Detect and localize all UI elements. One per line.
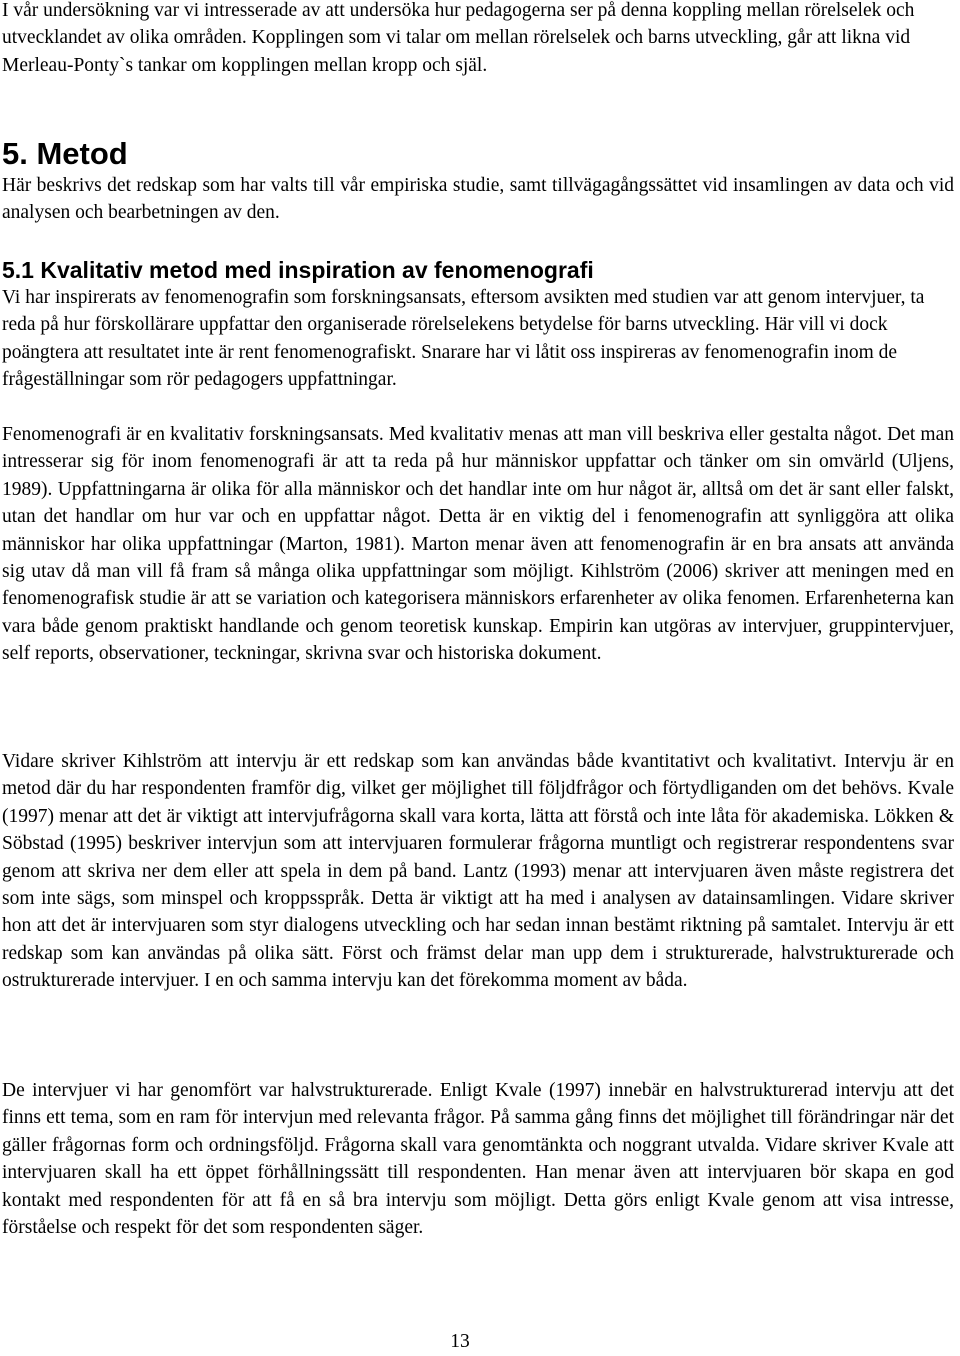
- intervju-method-paragraph: Vidare skriver Kihlström att intervju är ett redskap som kan användas både kvantitativt och kvalitativt. Intervju är en metod där du har respondenten framför dig, vilket ger möjlighet till följdfrågor och förtydliganden om det behövs. Kvale (1997) menar att det är viktigt att intervjufrågorna skall vara korta, lätta att förstå och inte låta för akademiska. Lökken & Söbstad (1995) beskriver intervjun som att intervjuaren formulerar frågorna muntligt och registrerar respondentens svar genom att skriva ner dem eller att spela in dem på band. Lantz (1993) menar att intervjuaren även måste registrera det som inte sägs, som minspel och kroppsspråk. Detta är viktigt att ha med i analysen av datainsamlingen. Vidare skriver hon att det är intervjuaren som styr dialogens utveckling och har sedan innan bestämt riktning på samtalet. Intervju är ett redskap som kan användas på olika sätt. Först och främst delar man upp dem i strukturerade, halvstrukturerade och ostrukturerade intervjuer. I en och samma intervju kan det förekomma moment av båda.: [2, 751, 954, 992]
- section-heading-kvalitativ-metod: 5.1 Kvalitativ metod med inspiration av fenomenografi: [2, 257, 594, 283]
- metod-paragraph: Här beskrivs det redskap som har valts till vår empiriska studie, samt tillvägagångssättet vid insamlingen av data och vid analysen och bearbetningen av den.: [2, 175, 954, 224]
- page-number: 13: [450, 1331, 470, 1352]
- kvalitativ-metod-paragraph: Vi har inspirerats av fenomenografin som forskningsansats, eftersom avsikten med studien var att genom intervjuer, ta reda på hur förskollärare uppfattar den organiserade rörelselekens betydelse för barns utveckling. Här vill vi dock poängtera att resultatet inte är rent fenomenografiskt. Snarare har vi låtit oss inspireras av fenomenografin inom de frågeställningar som rör pedagogers uppfattningar.: [2, 287, 925, 391]
- fenomenografi-paragraph: Fenomenografi är en kvalitativ forskningsansats. Med kvalitativ menas att man vill beskriva eller gestalta något. Det man intresserar sig för inom fenomenografi är att ta reda på hur människor uppfattar och tänker om sin omvärld (Uljens, 1989). Uppfattningarna är olika för alla människor och det handlar inte om hur något är, alltså om det är sant eller falskt, utan det handlar om hur var och en uppfattar något. Detta är en viktig del i fenomenografin att synliggöra att olika människor har olika uppfattningar (Marton, 1981). Marton menar även att fenomenografin är en bra ansats att använda sig utav då man vill få fram så många olika uppfattningar som möjligt. Kihlström (2006) skriver att meningen med en fenomenografisk studie är att se variation och kategorisera människors erfarenheter av olika fenomen. Erfarenheterna kan vara både genom praktiskt handlande och genom teoretisk kunskap. Empirin kan utgöras av intervjuer, gruppintervjuer, self reports, observationer, teckningar, skrivna svar och historiska dokument.: [2, 424, 954, 665]
- section-heading-metod: 5. Metod: [2, 136, 128, 171]
- intro-paragraph: I vår undersökning var vi intresserade av att undersöka hur pedagogerna ser på denna koppling mellan rörelselek och utvecklandet av olika områden. Kopplingen som vi talar om mellan rörelselek och barns utveckling, går att likna vid Merleau-Ponty`s tankar om kopplingen mellan kropp och själ.: [2, 0, 915, 76]
- halvstrukturerade-intervjuer-paragraph: De intervjuer vi har genomfört var halvstrukturerade. Enligt Kvale (1997) innebär en halvstrukturerad intervju att det finns ett tema, som en ram för intervjun med relevanta frågor. På samma gång finns det möjlighet till förändringar när det gäller frågornas form och ordningsföljd. Frågorna skall vara genomtänkta och noggrant utvalda. Vidare skriver Kvale att intervjuaren skall ha ett öppet förhållningssätt till respondenten. Han menar även att intervjuaren bör skapa en god kontakt med respondenten för att få en så bra intervju som möjligt. Detta görs enligt Kvale genom att visa intresse, förståelse och respekt för det som respondenten säger.: [2, 1080, 954, 1239]
